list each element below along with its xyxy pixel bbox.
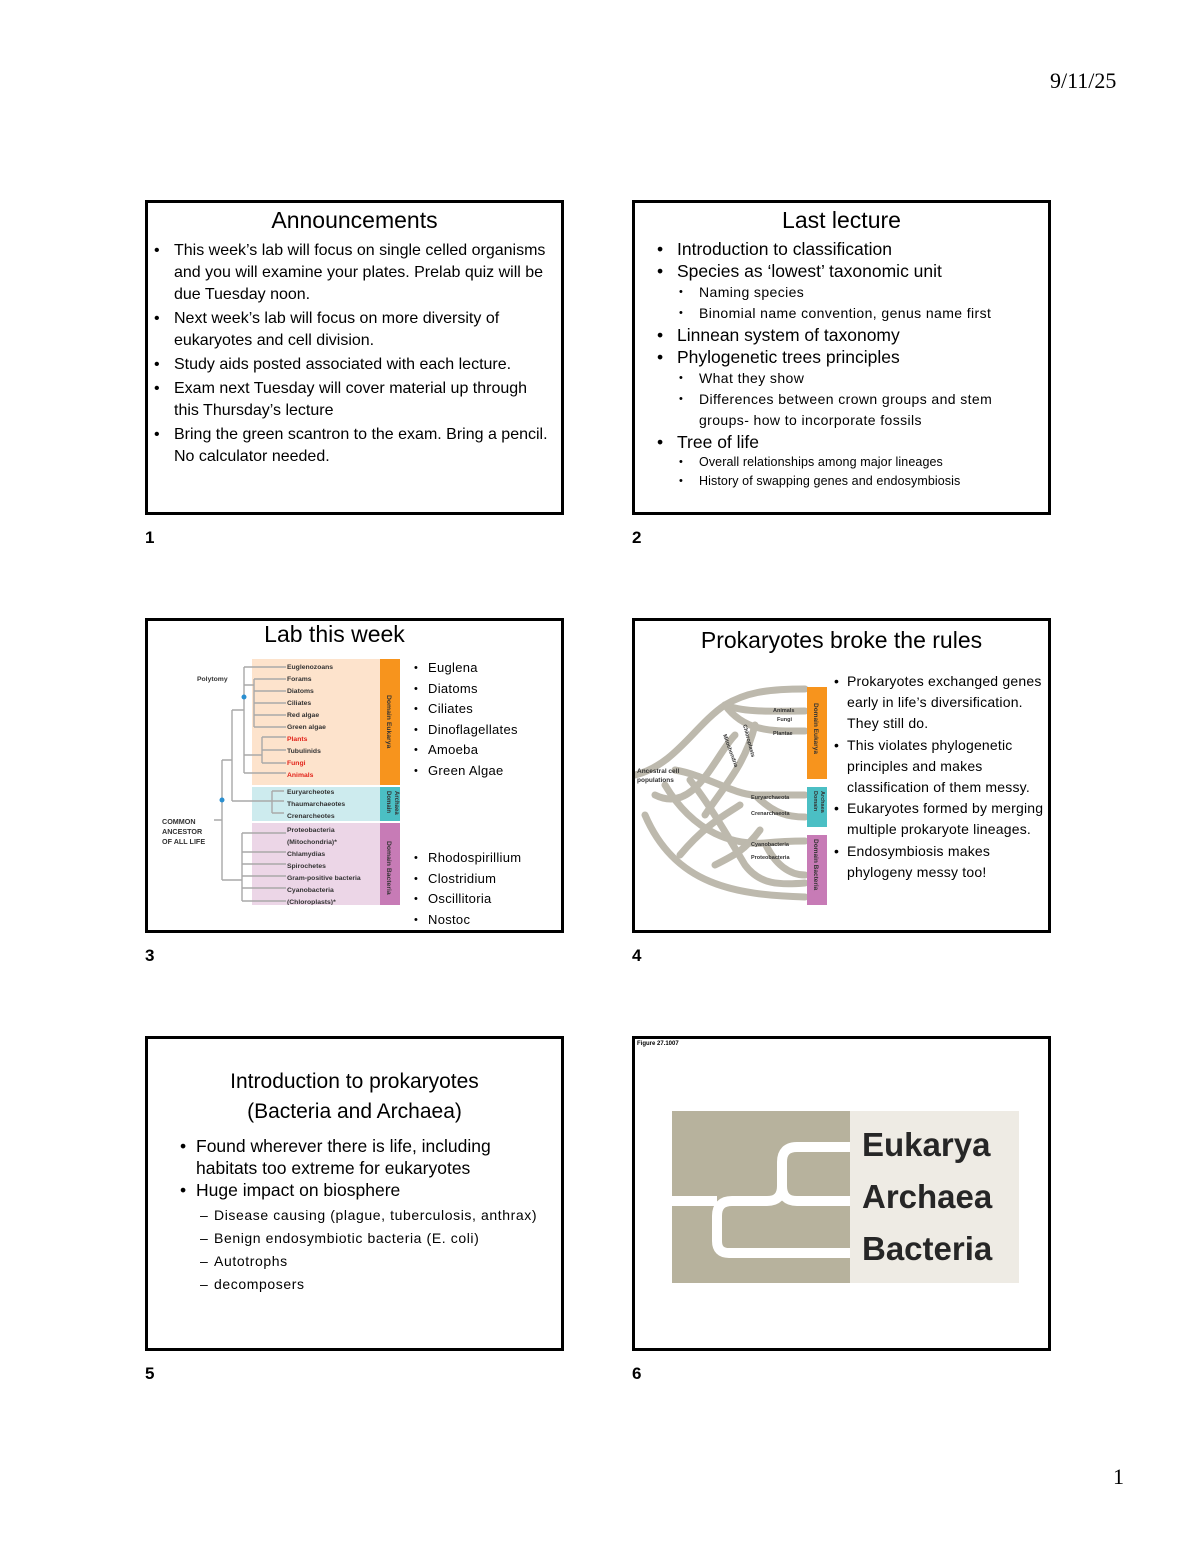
list-item	[677, 431, 1038, 491]
list-item: • Bring the green scantron to the exam. Bring a pencil. No calculator needed.	[174, 424, 551, 468]
list-item	[677, 260, 1038, 324]
eukarya-band	[252, 659, 400, 785]
topic-text: Phylogenetic trees principles	[677, 347, 900, 367]
branch-label: Chloroplasts	[741, 723, 756, 758]
domain-bacteria-label: Domain Bacteria	[385, 841, 392, 895]
ancestral-label-2: populations	[637, 777, 674, 784]
ancestor-label-1: COMMON	[162, 817, 196, 826]
tree-of-life-figure	[154, 655, 404, 905]
domain-archaea-label-2: Archaea	[819, 791, 825, 813]
taxon-label: Spirochetes	[287, 863, 326, 870]
topic-text: Linnean system of taxonomy	[677, 325, 900, 345]
domain-archaea-label-1: Domain	[812, 791, 818, 812]
taxon-label: Euglenozoans	[287, 664, 334, 671]
branch-label: Euryarchaeota	[751, 795, 790, 801]
slide-title: Prokaryotes broke the rules	[700, 627, 983, 653]
list-item: • Next week’s lab will focus on more diversity of eukaryotes and cell division.	[174, 308, 551, 352]
slide-number: 4	[632, 946, 642, 965]
slide-title-line-1: Introduction to prokaryotes	[230, 1070, 479, 1093]
list-item: • Ciliates	[428, 699, 518, 720]
domain-bacteria-label: Domain Bacteria	[812, 839, 819, 891]
slide-title	[148, 1067, 561, 1127]
slide-5-intro-prokaryotes	[145, 1036, 564, 1351]
taxon-label: Cyanobacteria	[287, 887, 334, 894]
list-item: • Amoeba	[428, 740, 518, 761]
sub-list	[677, 453, 1038, 491]
domain-eukarya-label: Domain Eukarya	[385, 695, 392, 749]
slide-number: 2	[632, 528, 642, 547]
list-item: • Study aids posted associated with each lecture.	[174, 354, 551, 376]
taxon-label: Crenarcheotes	[287, 813, 335, 820]
list-item: • This week’s lab will focus on single celled organisms and you will examine your plates. Prelab quiz will be due Tuesday noon.	[174, 240, 551, 306]
domain-archaea-label-1: Domain	[385, 791, 391, 814]
list-item: • Rhodospirillium	[428, 848, 521, 869]
topic-text: Introduction to classification	[677, 239, 892, 259]
sub-item: • History of swapping genes and endosymbiosis	[699, 472, 1038, 491]
list-item	[677, 324, 1038, 346]
branch-label: Fungi	[777, 717, 792, 723]
sub-item: – decomposers	[214, 1274, 551, 1294]
slide-1-announcements	[145, 200, 564, 515]
taxon-label: Thaumarchaeotes	[287, 801, 346, 808]
slide-number: 5	[145, 1364, 155, 1383]
taxon-label: Euryarcheotes	[287, 789, 335, 796]
slide-2-last-lecture	[632, 200, 1051, 515]
slide-number: 6	[632, 1364, 642, 1383]
organism-list-bacteria	[428, 848, 521, 930]
taxon-label: Animals	[287, 772, 314, 779]
list-item: • Green Algae	[428, 761, 518, 782]
list-item: • Exam next Tuesday will cover material up through this Thursday’s lecture	[174, 378, 551, 422]
topic-text: Tree of life	[677, 432, 760, 452]
topic-text: Species as ‘lowest’ taxonomic unit	[677, 261, 942, 281]
list-item	[677, 346, 1038, 431]
organism-list-eukaryotes	[428, 658, 518, 782]
sub-item: • Naming species	[699, 282, 1038, 303]
list-item: • Prokaryotes exchanged genes early in life’s diversification. They still do.	[847, 671, 1051, 735]
domain-archaea-label-2: Archaea	[393, 791, 399, 815]
page-date: 9/11/25	[1050, 68, 1117, 93]
slide-number: 1	[145, 528, 155, 547]
taxon-label: Proteobacteria	[287, 827, 335, 834]
polytomy-label: Polytomy	[197, 676, 228, 683]
list-item: • Oscillitoria	[428, 889, 521, 910]
ancestor-label-3: OF ALL LIFE	[162, 837, 206, 846]
list-item	[196, 1179, 551, 1294]
list-item: • Eukaryotes formed by merging multiple prokaryote lineages.	[847, 798, 1051, 840]
polytomy-node-icon	[242, 695, 247, 700]
three-domains-figure	[672, 1111, 1019, 1283]
list-item: • Nostoc	[428, 910, 521, 931]
sub-item: – Autotrophs	[214, 1251, 551, 1271]
taxon-label: Tubulinids	[287, 748, 321, 755]
branch-label: Cyanobacteria	[751, 842, 789, 848]
taxon-label: (Chloroplasts)*	[287, 899, 336, 905]
ancestor-label-2: ANCESTOR	[162, 827, 203, 836]
taxon-label: Fungi	[287, 760, 306, 767]
domain-names	[862, 1119, 992, 1275]
list-item: • Euglena	[428, 658, 518, 679]
topic-list	[677, 238, 1038, 491]
slide-6-three-domains	[632, 1036, 1051, 1351]
taxon-label: Ciliates	[287, 700, 312, 707]
sub-list	[677, 368, 1038, 431]
root-node-icon	[220, 798, 225, 803]
branch-label: Crenarchaeota	[751, 811, 790, 817]
branch-label: Proteobacteria	[751, 855, 790, 861]
branch-label: Animals	[773, 708, 795, 714]
sub-item: • Differences between crown groups and stem groups- how to incorporate fossils	[699, 389, 1038, 431]
slide-title: Lab this week	[264, 621, 405, 647]
list-item: • Clostridium	[428, 869, 521, 890]
list-item: • Endosymbiosis makes phylogeny messy too!	[847, 841, 1051, 883]
figure-caption: Figure 27.1007	[637, 1041, 679, 1047]
taxon-label: Forams	[287, 676, 312, 683]
list-item: • This violates phylogenetic principles and makes classification of them messy.	[847, 735, 1051, 799]
slide-title: Announcements	[271, 207, 438, 233]
list-item: • Found wherever there is life, including habitats too extreme for eukaryotes	[196, 1135, 551, 1179]
taxon-label: Red algae	[287, 712, 320, 719]
branch-label: Plantae	[773, 731, 793, 737]
domain-eukarya-label: Domain Eukarya	[812, 703, 819, 754]
taxon-label: Gram-positive bacteria	[287, 875, 361, 882]
list-item	[677, 238, 1038, 260]
sub-item: • What they show	[699, 368, 1038, 389]
taxon-label: Chlamydias	[287, 851, 326, 858]
sub-list	[677, 282, 1038, 324]
ancestral-label-1: Ancestral cell	[637, 768, 680, 775]
sub-item: • Overall relationships among major lineages	[699, 453, 1038, 472]
slide-title-line-2: (Bacteria and Archaea)	[247, 1100, 462, 1123]
slide-3-lab-this-week	[145, 618, 564, 933]
taxon-label: Green algae	[287, 724, 326, 731]
page-number: 1	[1113, 1464, 1124, 1489]
prokaryote-facts-list	[196, 1135, 551, 1294]
gene-transfer-web-figure	[635, 665, 840, 915]
slide-title: Last lecture	[782, 207, 901, 233]
prokaryote-points-list	[847, 671, 1051, 883]
slide-number: 3	[145, 946, 155, 965]
domain-word: Archaea	[862, 1178, 993, 1215]
slide-4-prokaryotes-broke-rules	[632, 618, 1051, 933]
taxon-label: (Mitochondria)*	[287, 839, 337, 846]
list-item: • Diatoms	[428, 679, 518, 700]
domain-word: Eukarya	[862, 1126, 991, 1163]
announcement-list	[174, 240, 551, 468]
sub-list	[196, 1205, 551, 1294]
branch-label: Mitochondria	[721, 733, 739, 769]
domain-word: Bacteria	[862, 1230, 993, 1267]
taxon-label: Diatoms	[287, 688, 314, 695]
sub-item: • Binomial name convention, genus name first	[699, 303, 1038, 324]
list-item: • Dinoflagellates	[428, 720, 518, 741]
list-item-text: Huge impact on biosphere	[196, 1180, 401, 1200]
sub-item: – Benign endosymbiotic bacteria (E. coli)	[214, 1228, 551, 1248]
taxon-label: Plants	[287, 736, 308, 743]
sub-item: – Disease causing (plague, tuberculosis, anthrax)	[214, 1205, 551, 1225]
